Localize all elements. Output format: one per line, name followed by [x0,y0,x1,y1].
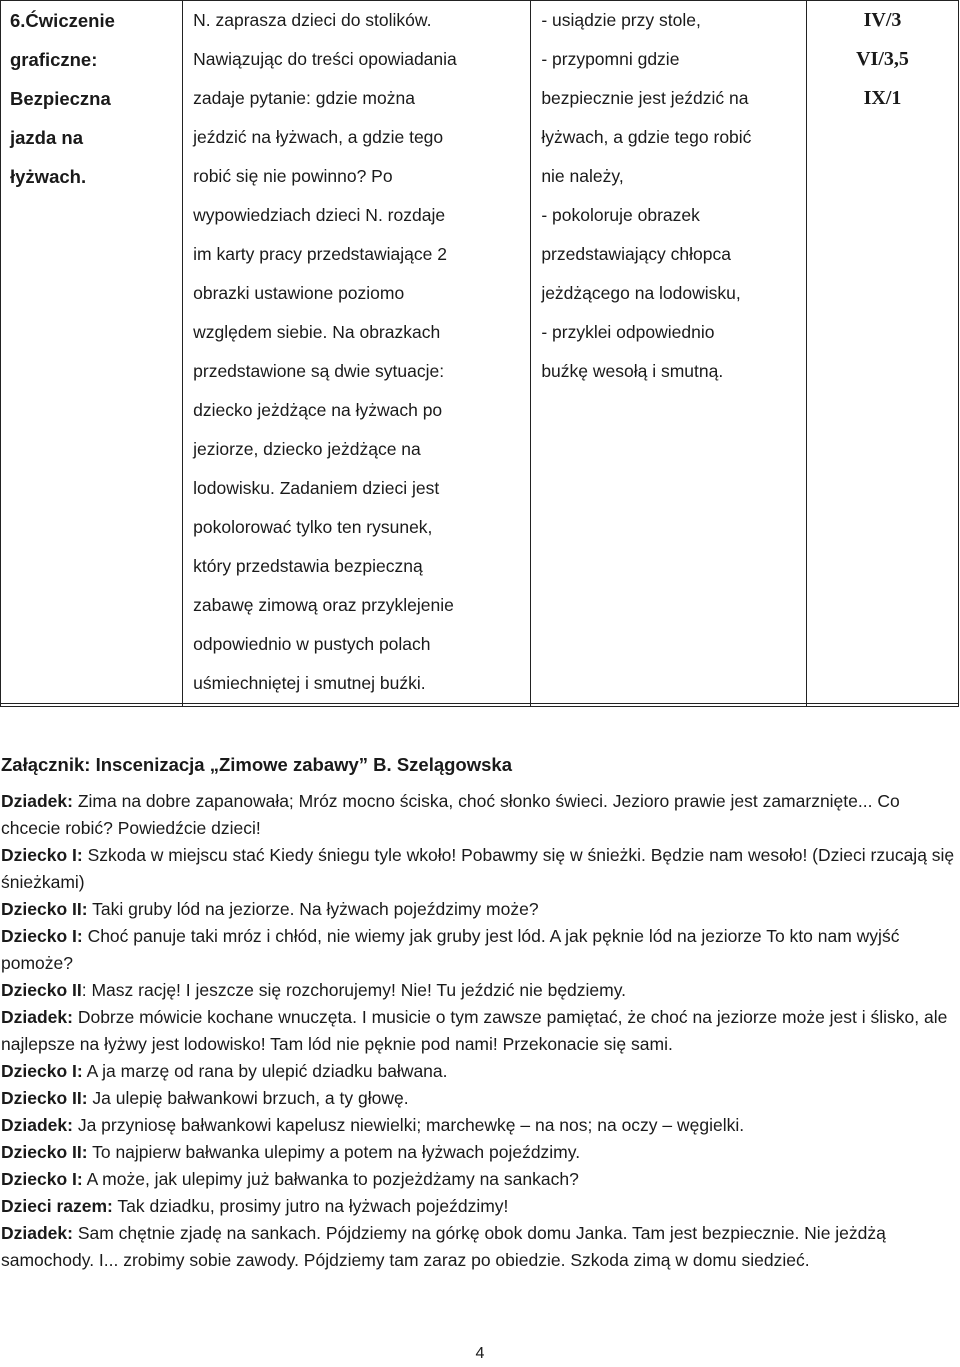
dialogue-text: Ja ulepię bałwankowi brzuch, a ty głowę. [87,1088,409,1108]
activity-name-line: Bezpieczna [10,88,111,109]
speaker-name: Dziecko II: [1,1088,88,1108]
child-outcome-line: - przyklei odpowiednio [541,322,715,342]
dialogue-line [1,788,956,842]
table-bottom-cell [183,704,531,707]
dialogue-line [1,1112,956,1139]
table-bottom-cell [807,704,959,707]
dialogue-line [1,1139,956,1166]
speaker-name: Dziecko II: [1,1142,88,1162]
table-bottom-cell [531,704,807,707]
teacher-activity-line: Nawiązując do treści opowiadania [193,49,457,69]
child-outcome-line: buźkę wesołą i smutną. [541,361,724,381]
speaker-name: Dzieci razem: [1,1196,113,1216]
speaker-name: Dziecko I: [1,1169,83,1189]
dialogue-line [1,977,956,1004]
teacher-activity-line: pokolorować tylko ten rysunek, [193,517,433,537]
dialogue-line [1,1166,956,1193]
dialogue-text: Sam chętnie zjadę na sankach. Pójdziemy na górkę obok domu Janka. Tam jest bezpiecznie. Nie jeżdżą samochody. I... zrobimy sobie zawody. Pójdziemy tam zaraz po obiedzie. Szkoda zimą w domu siedzieć. [1,1223,886,1270]
speaker-name: Dziecko I: [1,1061,83,1081]
child-outcome-line: bezpiecznie jest jeździć na [541,88,749,108]
speaker-name: Dziadek: [1,1115,73,1135]
speaker-name: Dziecko I: [1,845,83,865]
activity-name-cell [1,1,183,704]
teacher-activity-line: N. zaprasza dzieci do stolików. [193,10,432,30]
appendix-title: Załącznik: Inscenizacja „Zimowe zabawy” B. Szelągowska [1,754,512,775]
dialogue-text: Zima na dobre zapanowała; Mróz mocno ściska, choć słonko świeci. Jezioro prawie jest zamarznięte... Co chcecie robić? Powiedźcie dzieci! [1,791,900,838]
activity-name-line: graficzne: [10,49,98,70]
dialogue-text: To najpierw bałwanka ulepimy a potem na łyżwach pojeździmy. [87,1142,581,1162]
dialogue-text: : Masz rację! I jeszcze się rozchorujemy! Nie! Tu jeździć nie będziemy. [81,980,627,1000]
teacher-activity-line: dziecko jeżdżące na łyżwach po [193,400,443,420]
speaker-name: Dziadek: [1,1223,73,1243]
child-outcome-line: przedstawiający chłopca [541,244,731,264]
child-outcome-line: nie należy, [541,166,624,186]
speaker-name: Dziecko I: [1,926,83,946]
dialogue-line [1,1193,956,1220]
speaker-name: Dziecko II: [1,899,88,919]
dialogue-text: Ja przyniosę bałwankowi kapelusz niewielki; marchewkę – na nos; na oczy – węgielki. [72,1115,745,1135]
dialogue-text: Szkoda w miejscu stać Kiedy śniegu tyle wkoło! Pobawmy się w śnieżki. Będzie nam wesoło! (Dzieci rzucają się śnieżkami) [1,845,955,892]
child-outcome-line: - pokoloruje obrazek [541,205,700,225]
child-outcome-line: łyżwach, a gdzie tego robić [541,127,752,147]
curriculum-codes-cell [807,1,959,704]
teacher-activity-line: obrazki ustawione poziomo [193,283,405,303]
teacher-activity-line: jeziorze, dziecko jeżdżące na [193,439,421,459]
teacher-activity-line: jeździć na łyżwach, a gdzie tego [193,127,444,147]
teacher-activity-line: uśmiechniętej i smutnej buźki. [193,673,426,693]
teacher-activity-line: im karty pracy przedstawiające 2 [193,244,447,264]
activity-name-line: jazda na [10,127,83,148]
teacher-activity-line: wypowiedziach dzieci N. rozdaje [193,205,446,225]
speaker-name: Dziecko II [1,980,82,1000]
teacher-activity-line: przedstawione są dwie sytuacje: [193,361,445,381]
teacher-activity-line: odpowiednio w pustych polach [193,634,431,654]
page-number: 4 [475,1345,485,1362]
teacher-activity-line: zadaje pytanie: gdzie można [193,88,415,108]
child-outcome-line: - usiądzie przy stole, [541,10,701,30]
child-outcome-line: jeżdżącego na lodowisku, [541,283,741,303]
dialogue [1,788,956,1274]
activity-name-line: łyżwach. [10,166,87,187]
dialogue-line [1,1004,956,1058]
teacher-activity-line: względem siebie. Na obrazkach [193,322,441,342]
dialogue-line [1,1220,956,1274]
teacher-activity-cell [183,1,531,704]
dialogue-text: A ja marzę od rana by ulepić dziadku bałwana. [82,1061,448,1081]
dialogue-line [1,896,956,923]
speaker-name: Dziadek: [1,791,73,811]
teacher-activity-line: zabawę zimową oraz przyklejenie [193,595,454,615]
dialogue-text: Choć panuje taki mróz i chłód, nie wiemy jak gruby jest lód. A jak pęknie lód na jeziorze To kto nam wyjść pomoże? [1,926,900,973]
child-outcome-line: - przypomni gdzie [541,49,680,69]
table-bottom-cell [1,704,183,707]
teacher-activity-line: lodowisku. Zadaniem dzieci jest [193,478,440,498]
dialogue-text: Tak dziadku, prosimy jutro na łyżwach pojeździmy! [112,1196,509,1216]
curriculum-code: IX/1 [863,87,902,109]
child-outcomes-cell [531,1,807,704]
speaker-name: Dziadek: [1,1007,73,1027]
table-spacer-row [1,704,959,707]
appendix-section [1,752,956,1274]
dialogue-line [1,1085,956,1112]
activity-name-line: 6.Ćwiczenie [10,10,115,31]
dialogue-line [1,1058,956,1085]
dialogue-text: Taki gruby lód na jeziorze. Na łyżwach pojeździmy może? [87,899,539,919]
curriculum-code: IV/3 [863,9,902,31]
dialogue-line [1,923,956,977]
table-row [1,1,959,704]
teacher-activity-line: robić się nie powinno? Po [193,166,393,186]
curriculum-code: VI/3,5 [856,48,909,70]
dialogue-line [1,842,956,896]
dialogue-text: A może, jak ulepimy już bałwanka to pozjeżdżamy na sankach? [82,1169,579,1189]
dialogue-text: Dobrze mówicie kochane wnuczęta. I musicie o tym zawsze pamiętać, że choć na jeziorze może jest i ślisko, ale najlepsze na łyżwy jest lodowisko! Tam lód nie pęknie pod nami! Przekonacie się sami. [1,1007,948,1054]
teacher-activity-line: który przedstawia bezpieczną [193,556,423,576]
